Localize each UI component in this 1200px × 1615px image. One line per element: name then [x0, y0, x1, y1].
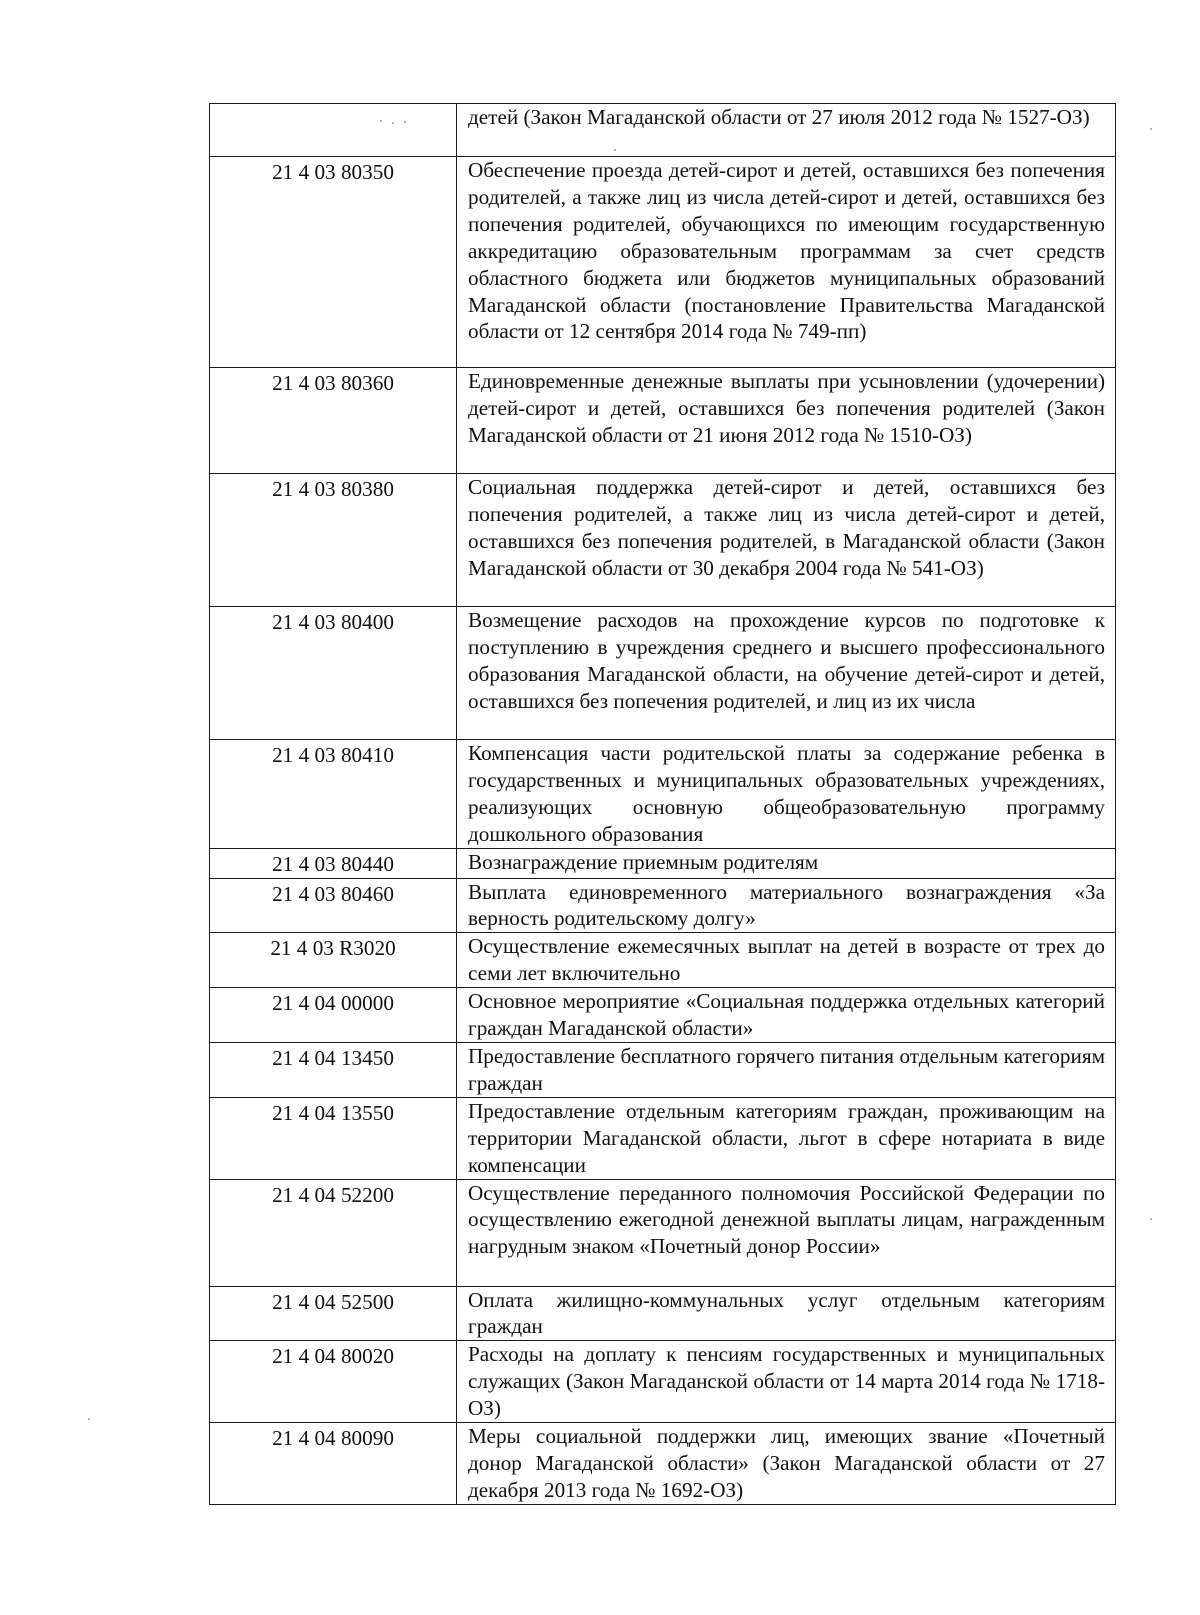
table-row: [210, 933, 1116, 988]
table-row: [210, 1341, 1116, 1423]
scan-speck: [380, 120, 382, 122]
description-cell: [457, 474, 1116, 607]
description-cell: [457, 1097, 1116, 1179]
code-cell: [210, 104, 457, 157]
table-row: [210, 878, 1116, 933]
code-cell: 21 4 04 13450: [210, 1042, 457, 1097]
table-row: [210, 848, 1116, 878]
table-row: [210, 368, 1116, 474]
description-cell: [457, 878, 1116, 933]
code-cell: 21 4 03 80400: [210, 607, 457, 740]
code-cell: 21 4 04 00000: [210, 988, 457, 1043]
description-cell: [457, 1179, 1116, 1286]
description-text: Основное мероприятие «Социальная поддержка отдельных категорий граждан Магаданской области»: [468, 989, 1105, 1041]
table-row: [210, 1179, 1116, 1286]
description-cell: [457, 1286, 1116, 1341]
table-row: [210, 1042, 1116, 1097]
table-row: [210, 1423, 1116, 1505]
code-cell: 21 4 03 80360: [210, 368, 457, 474]
table-row: [210, 607, 1116, 740]
description-cell: [457, 368, 1116, 474]
scan-speck: [1150, 1218, 1152, 1220]
table-row: [210, 1097, 1116, 1179]
description-text: Оплата жилищно-коммунальных услуг отдельным категориям граждан: [468, 1287, 1105, 1339]
description-text: Расходы на доплату к пенсиям государственных и муниципальных служащих (Закон Магаданской области от 14 марта 2014 года № 1718-ОЗ): [468, 1342, 1105, 1421]
code-cell: 21 4 03 80380: [210, 474, 457, 607]
description-cell: [457, 848, 1116, 878]
code-cell: 21 4 03 80440: [210, 848, 457, 878]
description-text: Предоставление бесплатного горячего питания отдельным категориям граждан: [468, 1043, 1105, 1095]
table-row: [210, 157, 1116, 368]
description-text: Обеспечение проезда детей-сирот и детей, оставшихся без попечения родителей, а также лиц из числа детей-сирот и детей, оставшихся без попечения родителей, обучающихся по имеющим государственную аккредитацию образовательным программам за счет средств областного бюджета или бюджетов муниципальных образований Магаданской области (постановление Правительства Магаданской области от 12 сентября 2014 года № 749-пп): [468, 158, 1105, 344]
scan-speck: [88, 1418, 90, 1420]
scan-speck: [404, 121, 406, 123]
description-cell: [457, 933, 1116, 988]
scan-speck: [614, 149, 616, 151]
table-row: [210, 740, 1116, 849]
code-cell: 21 4 03 R3020: [210, 933, 457, 988]
description-text: Возмещение расходов на прохождение курсов по подготовке к поступлению в учреждения среднего и высшего профессионального образования Магаданской области, на обучение детей-сирот и детей, оставшихся без попечения родителей, и лиц из их числа: [468, 608, 1105, 713]
description-cell: [457, 988, 1116, 1043]
description-cell: [457, 607, 1116, 740]
description-text: Меры социальной поддержки лиц, имеющих звание «Почетный донор Магаданской области» (Закон Магаданской области от 27 декабря 2013 года № 1692-ОЗ): [468, 1424, 1105, 1502]
code-cell: 21 4 04 52500: [210, 1286, 457, 1341]
code-cell: 21 4 03 80460: [210, 878, 457, 933]
description-cell: [457, 1042, 1116, 1097]
table-row: [210, 1286, 1116, 1341]
code-cell: 21 4 04 80020: [210, 1341, 457, 1423]
code-cell: 21 4 03 80410: [210, 740, 457, 849]
description-text: Единовременные денежные выплаты при усыновлении (удочерении) детей-сирот и детей, оставшихся без попечения родителей (Закон Магаданской области от 21 июня 2012 года № 1510-ОЗ): [468, 369, 1105, 447]
budget-classification-table: [209, 103, 1116, 1505]
description-text: Выплата единовременного материального вознаграждения «За верность родительскому долгу»: [468, 879, 1105, 931]
scan-speck: [392, 122, 394, 124]
description-text: Компенсация части родительской платы за содержание ребенка в государственных и муниципальных образовательных учреждениях, реализующих основную общеобразовательную программу дошкольного образования: [468, 741, 1105, 846]
code-cell: 21 4 04 52200: [210, 1179, 457, 1286]
description-text: Осуществление переданного полномочия Российской Федерации по осуществлению ежегодной денежной выплаты лицам, награжденным нагрудным знаком «Почетный донор России»: [468, 1180, 1105, 1259]
description-text: Вознаграждение приемным родителям: [468, 849, 819, 874]
code-cell: 21 4 03 80350: [210, 157, 457, 368]
table-row: [210, 104, 1116, 157]
description-cell: [457, 740, 1116, 849]
code-cell: 21 4 04 80090: [210, 1423, 457, 1505]
description-cell: [457, 157, 1116, 368]
description-text: Социальная поддержка детей-сирот и детей, оставшихся без попечения родителей, а также лиц из числа детей-сирот и детей, оставшихся без попечения родителей, в Магаданской области (Закон Магаданской области от 30 декабря 2004 года № 541-ОЗ): [468, 475, 1105, 580]
table-row: [210, 474, 1116, 607]
description-text: детей (Закон Магаданской области от 27 июля 2012 года № 1527-ОЗ): [468, 105, 1090, 129]
description-cell: [457, 104, 1116, 157]
scan-speck: [1150, 128, 1152, 130]
table-row: [210, 988, 1116, 1043]
description-text: Осуществление ежемесячных выплат на детей в возрасте от трех до семи лет включительно: [468, 934, 1105, 986]
description-cell: [457, 1423, 1116, 1505]
description-cell: [457, 1341, 1116, 1423]
code-cell: 21 4 04 13550: [210, 1097, 457, 1179]
description-text: Предоставление отдельным категориям граждан, проживающим на территории Магаданской области, льгот в сфере нотариата в виде компенсации: [468, 1098, 1105, 1177]
